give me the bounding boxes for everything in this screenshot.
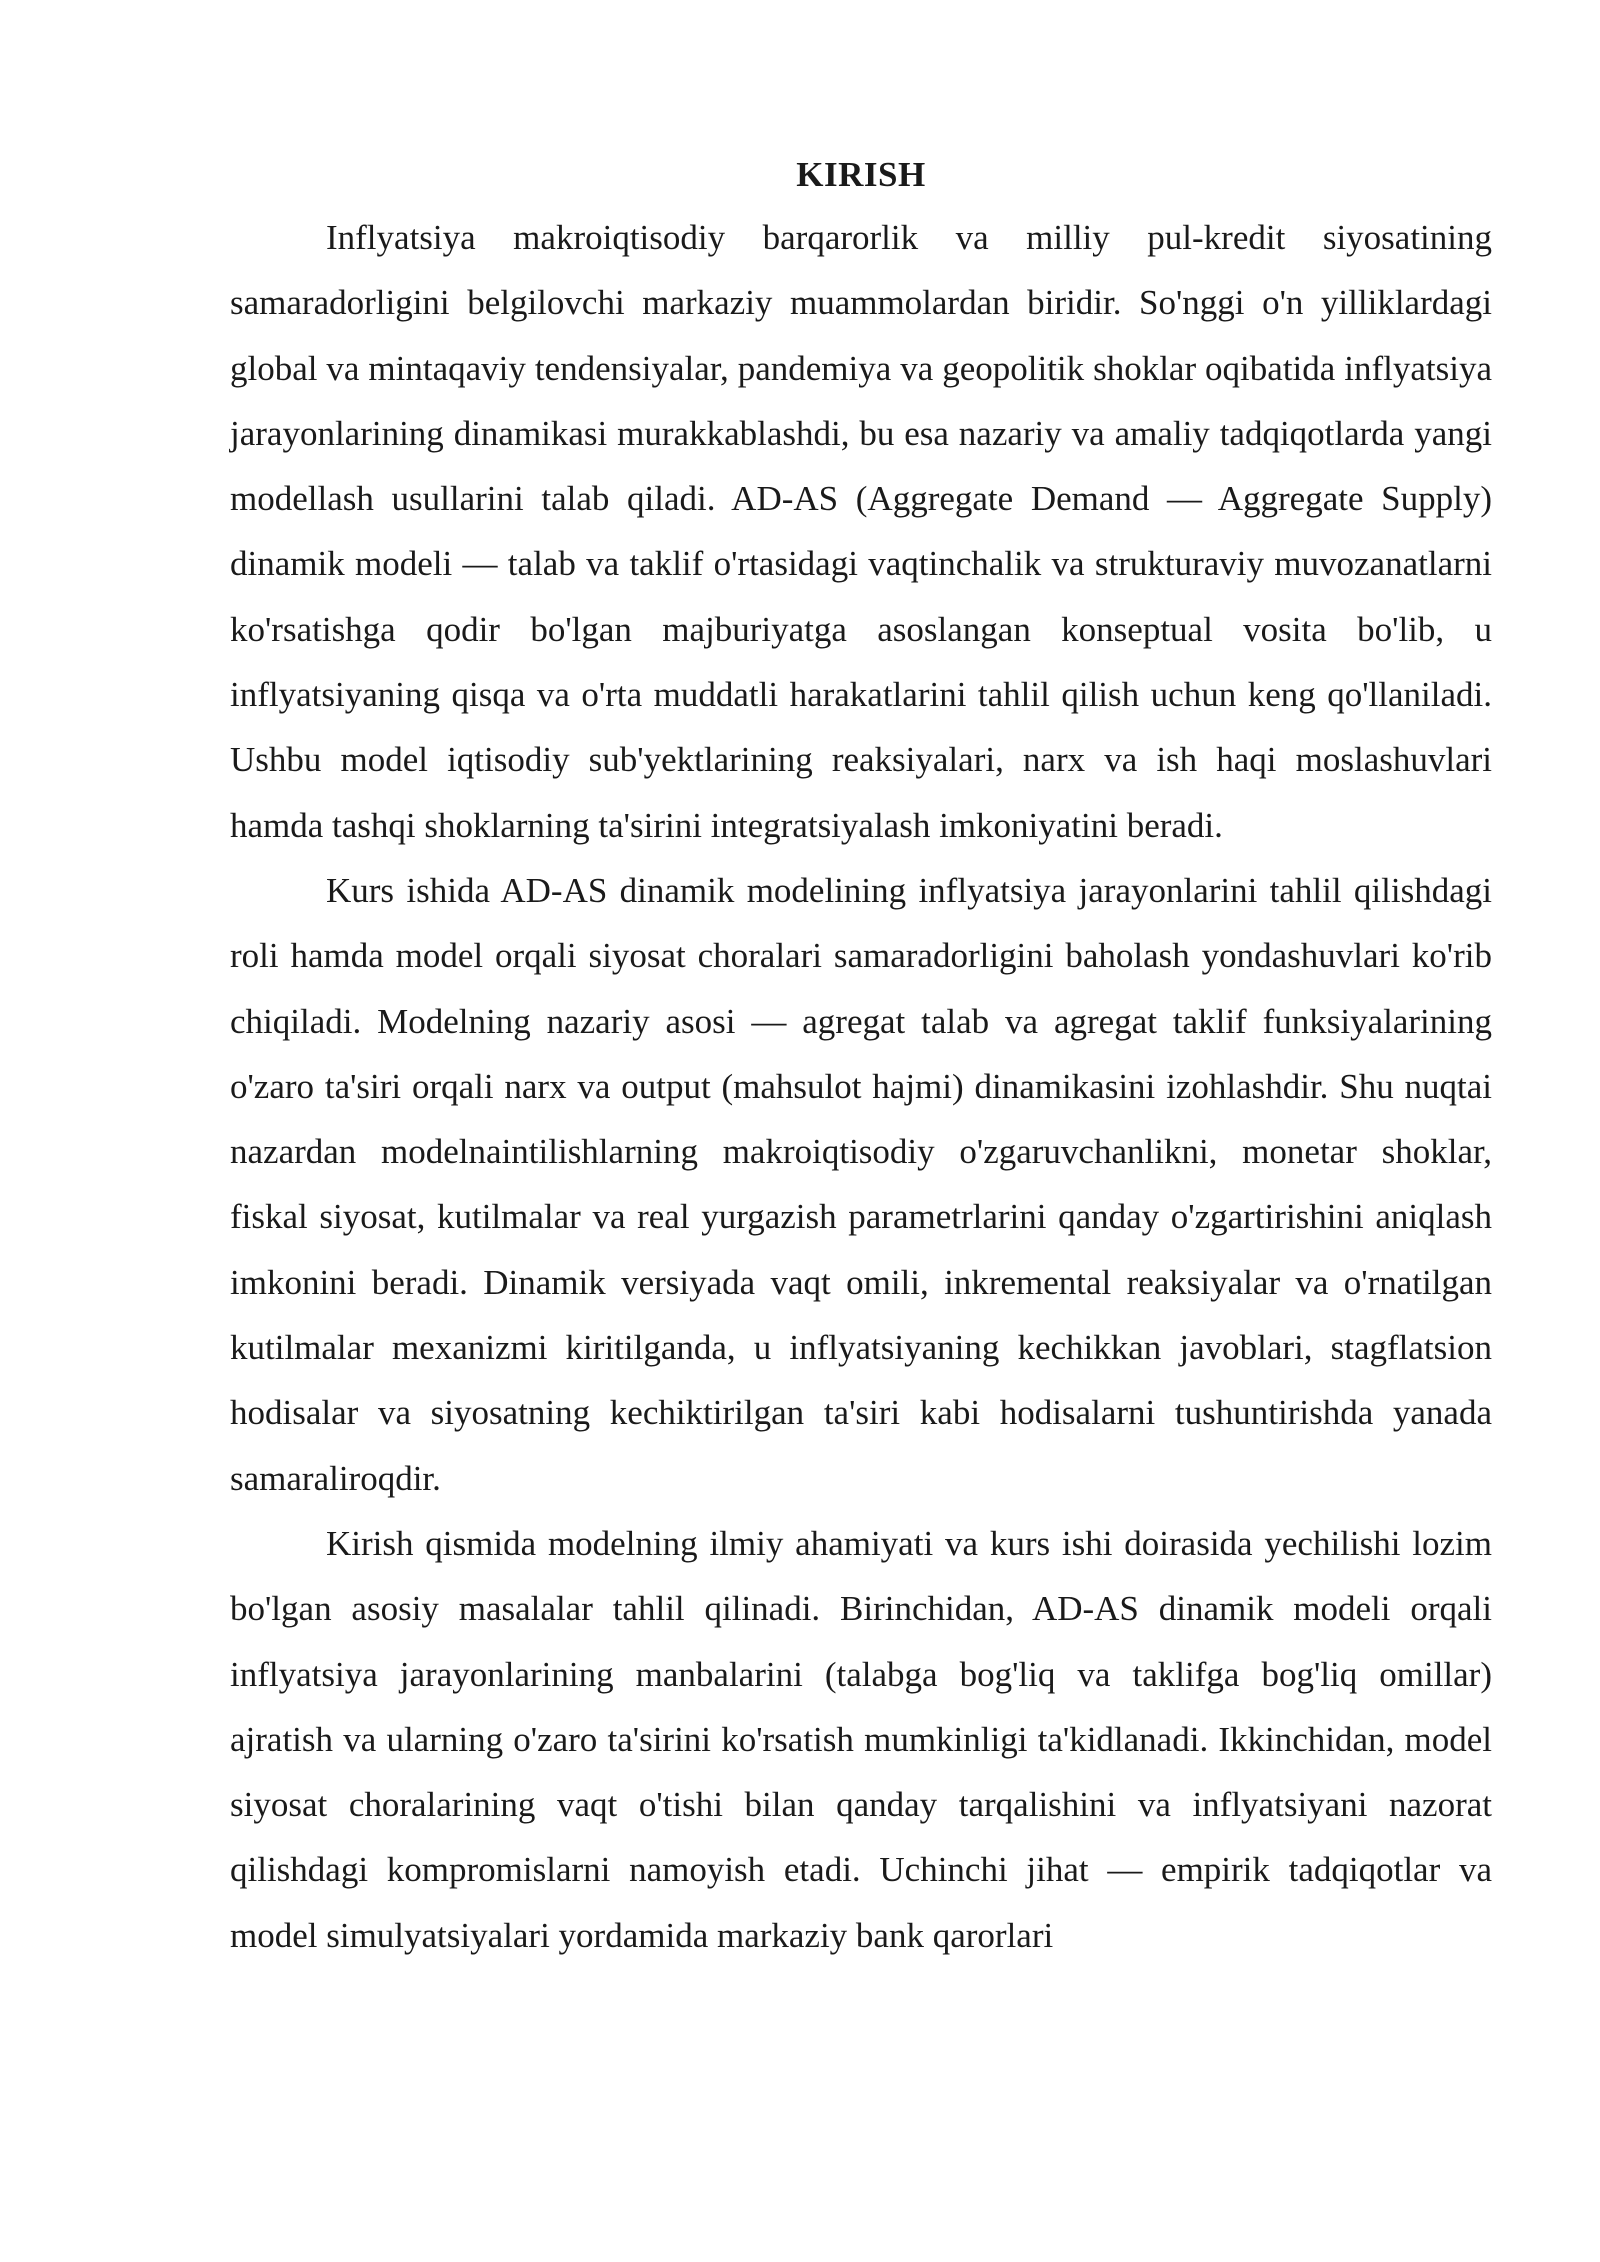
paragraph-1: Inflyatsiya makroiqtisodiy barqarorlik va milliy pul-kredit siyosatining samaradorligini belgilovchi markaziy muammolardan biridir. So'nggi o'n yilliklardagi global va mintaqaviy tendensiyalar, pandemiya va geopolitik shoklar oqibatida inflyatsiya jarayonlarining dinamikasi murakkablashdi, bu esa nazariy va amaliy tadqiqotlarda yangi modellash usullarini talab qiladi. AD-AS (Aggregate Demand — Aggregate Supply) dinamik modeli — talab va taklif o'rtasidagi vaqtinchalik va strukturaviy muvozanatlarni ko'rsatishga qodir bo'lgan majburiyatga asoslangan konseptual vosita bo'lib, u inflyatsiyaning qisqa va o'rta muddatli harakatlarini tahlil qilish uchun keng qo'llaniladi. Ushbu model iqtisodiy sub'yektlarining reaksiyalari, narx va ish haqi moslashuvlari hamda tashqi shoklarning ta'sirini integratsiyalash imkoniyatini beradi. xyxy=(230,218,1492,845)
section-title: KIRISH xyxy=(796,155,926,194)
paragraph-2: Kurs ishida AD-AS dinamik modelining inflyatsiya jarayonlarini tahlil qilishdagi roli hamda model orqali siyosat choralari samaradorligini baholash yondashuvlari ko'rib chiqiladi. Modelning nazariy asosi — agregat talab va agregat taklif funksiyalarining o'zaro ta'siri orqali narx va output (mahsulot hajmi) dinamikasini izohlashdir. Shu nuqtai nazardan modelnaintilishlarning makroiqtisodiy o'zgaruvchanlikni, monetar shoklar, fiskal siyosat, kutilmalar va real yurgazish parametrlarini qanday o'zgartirishini aniqlash imkonini beradi. Dinamik versiyada vaqt omili, inkremental reaksiyalar va o'rnatilgan kutilmalar mexanizmi kiritilganda, u inflyatsiyaning kechikkan javoblari, stagflatsion hodisalar va siyosatning kechiktirilgan ta'siri kabi hodisalarni tushuntirishda yanada samaraliroqdir. xyxy=(230,870,1492,1498)
document-page xyxy=(230,150,1492,1968)
paragraph-3: Kirish qismida modelning ilmiy ahamiyati va kurs ishi doirasida yechilishi lozim bo'lgan asosiy masalalar tahlil qilinadi. Birinchidan, AD-AS dinamik modeli orqali inflyatsiya jarayonlarining manbalarini (talabga bog'liq va taklifga bog'liq omillar) ajratish va ularning o'zaro ta'sirini ko'rsatish mumkinligi ta'kidlanadi. Ikkinchidan, model siyosat choralarining vaqt o'tishi bilan qanday tarqalishini va inflyatsiyani nazorat qilishdagi kompromislarni namoyish etadi. Uchinchi jihat — empirik tadqiqotlar va model simulyatsiyalari yordamida markaziy bank qarorlari xyxy=(230,1523,1492,1955)
